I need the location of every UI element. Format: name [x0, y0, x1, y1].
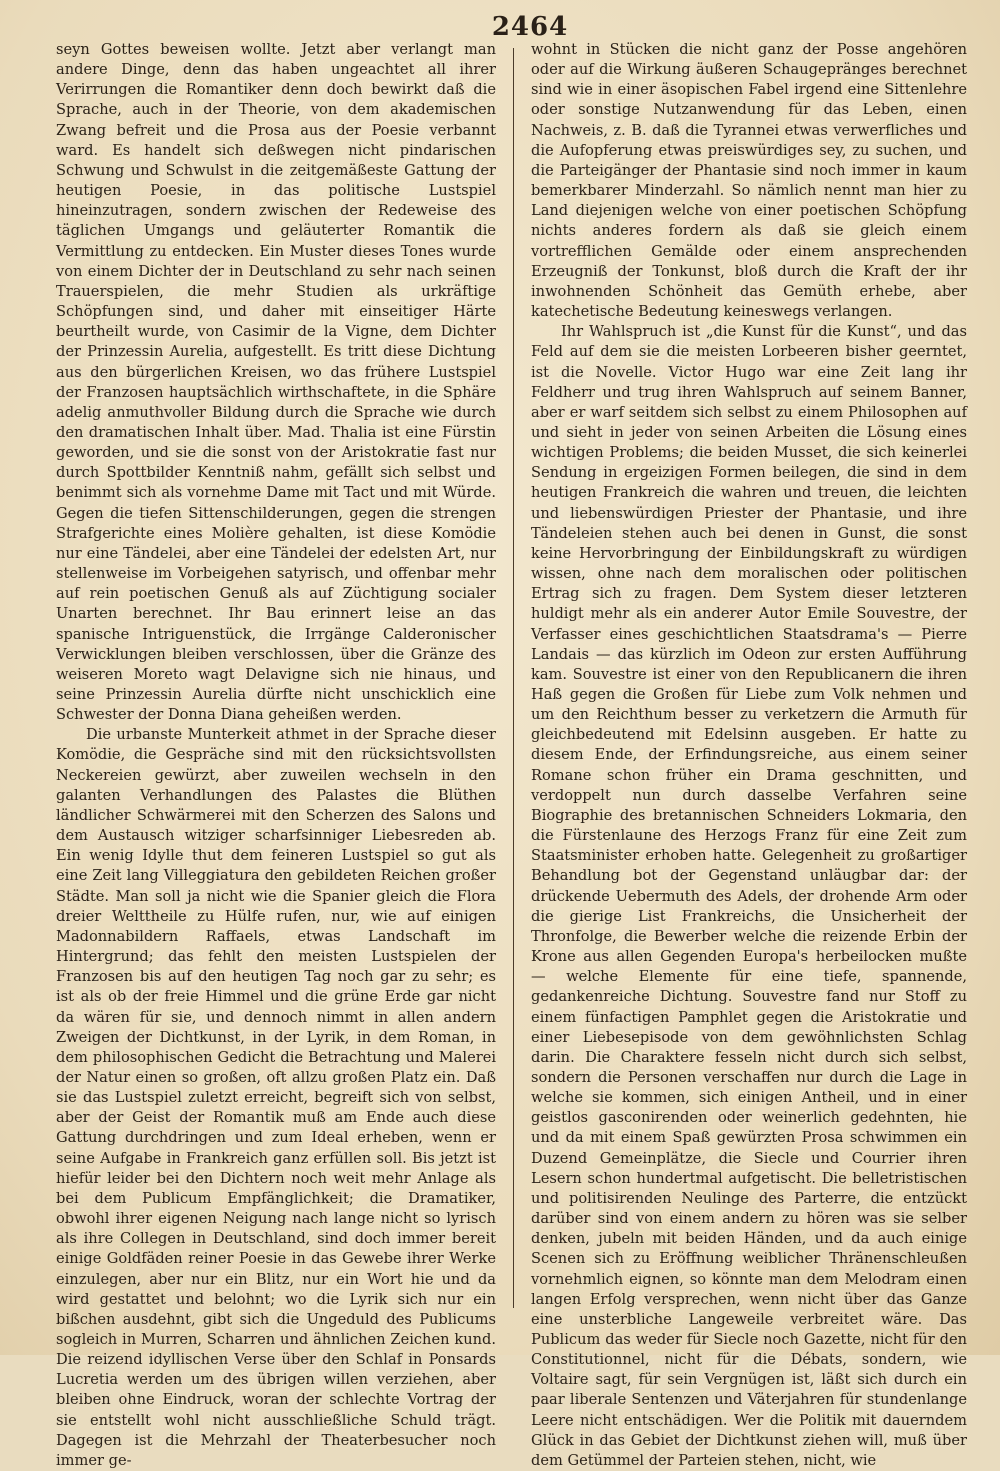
paragraph: seyn Gottes beweisen wollte. Jetzt aber verlangt man andere Dinge, denn das haben ungeachtet all ihrer Verirrungen die Romantiker denn doch bewirkt daß die Sprache, auch in der Theorie, von dem akademischen Zwang befreit und die Prosa aus der Poesie verbannt ward. Es handelt sich deßwegen nicht pindarischen Schwung und Schwulst in die zeitgemäßeste Gattung der heutigen Poesie, in das politische Lustspiel hineinzutragen, sondern zwischen der Redeweise des täglichen Umgangs und geläuterter Romantik die Vermittlung zu entdecken. Ein Muster dieses Tones wurde von einem Dichter der in Deutschland zu sehr nach seinen Trauerspielen, die mehr Studien als urkräftige Schöpfungen sind, und daher mit einseitiger Härte beurtheilt wurde, von Casimir de la Vigne, dem Dichter der Prinzessin Aurelia, aufgestellt. Es tritt diese Dichtung aus den bürgerlichen Kreisen, wo das frühere Lustspiel der Franzosen hauptsächlich wirthschaftete, in die Sphäre adelig anmuthvoller Bildung durch die Sprache wie durch den dramatischen Inhalt über. Mad. Thalia ist eine Fürstin geworden, und sie die sonst von der Aristokratie fast nur durch Spottbilder Kenntniß nahm, gefällt sich selbst und benimmt sich als vornehme Dame mit Tact und mit Würde. Gegen die tiefen Sittenschilderungen, gegen die strengen Strafgerichte eines Molière gehalten, ist diese Komödie nur eine Tändelei, aber eine Tändelei der edelsten Art, nur stellenweise im Vorbeigehen satyrisch, und offenbar mehr auf rein poetischen Genuß als auf Züchtigung socialer Unarten berechnet. Ihr Bau erinnert leise an das spanische Intriguenstück, die Irrgänge Calderonischer Verwicklungen bleiben verschlossen, über die Gränze des weiseren Moreto wagt Delavigne sich nie hinaus, und seine Prinzessin Aurelia dürfte nicht unschicklich eine Schwester der Donna Diana geheißen werden.	[56, 41, 496, 724]
right-column	[531, 40, 967, 1471]
left-column	[56, 40, 496, 1471]
page-number: 2464	[491, 12, 569, 42]
column-divider	[513, 48, 514, 1308]
paragraph: wohnt in Stücken die nicht ganz der Posse angehören oder auf die Wirkung äußeren Schaugepränges berechnet sind wie in einer äsopischen Fabel irgend eine Sittenlehre oder sonstige Nutzanwendung für das Leben, einen Nachweis, z. B. daß die Tyrannei etwas verwerfliches und die Aufopferung etwas preiswürdiges sey, zu suchen, und die Parteigänger der Phantasie sind noch immer in kaum bemerkbarer Minderzahl. So nämlich nennt man hier zu Land diejenigen welche von einer poetischen Schöpfung nichts anderes fordern als daß sie gleich einem vortrefflichen Gemälde oder einem ansprechenden Erzeugniß der Tonkunst, bloß durch die Kraft der ihr inwohnenden Schönheit das Gemüth erhebe, aber katechetische Bedeutung keineswegs verlangen.	[531, 41, 967, 321]
paragraph: Die urbanste Munterkeit athmet in der Sprache dieser Komödie, die Gespräche sind mit den rücksichtsvollsten Neckereien gewürzt, aber zuweilen wechseln in den galanten Verhandlungen des Palastes die Blüthen ländlicher Schwärmerei mit den Scherzen des Salons und dem Austausch witziger scharfsinniger Liebesreden ab. Ein wenig Idylle thut dem feineren Lustspiel so gut als eine Zeit lang Villeggiatura den gebildeten Reichen großer Städte. Man soll ja nicht wie die Spanier gleich die Flora dreier Welttheile zu Hülfe rufen, nur, wie auf einigen Madonnabildern Raffaels, etwas Landschaft im Hintergrund; das fehlt den meisten Lustspielen der Franzosen bis auf den heutigen Tag noch gar zu sehr; es ist als ob der freie Himmel und die grüne Erde gar nicht da wären für sie, und dennoch nimmt in allen andern Zweigen der Dichtkunst, in der Lyrik, in dem Roman, in dem philosophischen Gedicht die Betrachtung und Malerei der Natur einen so großen, oft allzu großen Platz ein. Daß sie das Lustspiel zuletzt erreicht, begreift sich von selbst, aber der Geist der Romantik muß am Ende auch diese Gattung durchdringen und zum Ideal erheben, wenn er seine Aufgabe in Frankreich ganz erfüllen soll. Bis jetzt ist hiefür leider bei den Dichtern noch weit mehr Anlage als bei dem Publicum Empfänglichkeit; die Dramatiker, obwohl ihrer eigenen Neigung nach lange nicht so lyrisch als ihre Collegen in Deutschland, sind doch immer bereit einige Goldfäden reiner Poesie in das Gewebe ihrer Werke einzulegen, aber nur ein Blitz, nur ein Wort hie und da wird gestattet und belohnt; wo die Lyrik sich nur ein bißchen ausdehnt, gibt sich die Ungeduld des Publicums sogleich in Murren, Scharren und ähnlichen Zeichen kund. Die reizend idyllischen Verse über den Schlaf in Ponsards Lucretia werden um des übrigen willen verziehen, aber bleiben ohne Eindruck, woran der schlechte Vortrag der sie entstellt wohl nicht ausschließliche Schuld trägt. Dagegen ist die Mehrzahl der Theaterbesucher noch immer ge-	[56, 726, 496, 1469]
paragraph: Ihr Wahlspruch ist „die Kunst für die Kunst“, und das Feld auf dem sie die meisten Lorbeeren bisher geerntet, ist die Novelle. Victor Hugo war eine Zeit lang ihr Feldherr und trug ihren Wahlspruch auf seinem Banner, aber er warf seitdem sich selbst zu einem Philosophen auf und sieht in jeder von seinen Arbeiten die Lösung eines wichtigen Problems; die beiden Musset, die sich keinerlei Sendung in ergeizigen Formen beilegen, die sind in dem heutigen Frankreich die wahren und treuen, die leichten und liebenswürdigen Priester der Phantasie, und ihre Tändeleien stehen auch bei denen in Gunst, die sonst keine Hervorbringung der Einbildungskraft zu würdigen wissen, ohne nach dem moralischen oder politischen Ertrag sich zu fragen. Dem System dieser letzteren huldigt mehr als ein anderer Autor Emile Souvestre, der Verfasser eines geschichtlichen Staatsdrama's — Pierre Landais — das kürzlich im Odeon zur ersten Aufführung kam. Souvestre ist einer von den Republicanern die ihren Haß gegen die Großen für Liebe zum Volk nehmen und um den Reichthum besser zu verketzern die Armuth für gleichbedeutend mit Edelsinn ausgeben. Er hatte zu diesem Ende, der Erfindungsreiche, aus einem seiner Romane schon früher ein Drama geschnitten, und verdoppelt nun durch dasselbe Verfahren seine Biographie des bretannischen Schneiders Lokmaria, den die Fürstenlaune des Herzogs Franz für eine Zeit zum Staatsminister erhoben hatte. Gelegenheit zu großartiger Behandlung bot der Gegenstand unläugbar dar: der drückende Uebermuth des Adels, der drohende Arm oder die gierige List Frankreichs, die Unsicherheit der Thronfolge, die Bewerber welche die reizende Erbin der Krone aus allen Gegenden Europa's herbeilocken mußte — welche Elemente für eine tiefe, spannende, gedankenreiche Dichtung. Souvestre fand nur Stoff zu einem fünfactigen Pamphlet gegen die Aristokratie und einer Liebesepisode von dem gewöhnlichsten Schlag darin. Die Charaktere fesseln nicht durch sich selbst, sondern die Personen verschaffen nur durch die Lage in welche sie kommen, sich einigen Antheil, und in einer geistlos gasconirenden oder weinerlich gedehnten, hie und da mit einem Spaß gewürzten Prosa schwimmen ein Duzend Gemeinplätze, die Siecle und Courrier ihren Lesern schon hundertmal aufgetischt. Die belletristischen und politisirenden Neulinge des Parterre, die entzückt darüber sind von einem andern zu hören was sie selber denken, jubeln mit beiden Händen, und da auch einige Scenen sich zu Eröffnung weiblicher Thränenschleußen vornehmlich eignen, so könnte man dem Melodram einen langen Erfolg versprechen, wenn nicht über das Ganze eine unsterbliche Langeweile verbreitet wäre. Das Publicum das weder für Siecle noch Gazette, nicht für den Constitutionnel, nicht für die Débats, sondern, wie Voltaire sagt, für sein Vergnügen ist, läßt sich durch ein paar liberale Sentenzen und Väterjahren für stundenlange Leere nicht entschädigen. Wer die Politik mit dauerndem Glück in das Gebiet der Dichtkunst ziehen will, muß über dem Getümmel der Parteien stehen, nicht, wie	[531, 323, 967, 1469]
